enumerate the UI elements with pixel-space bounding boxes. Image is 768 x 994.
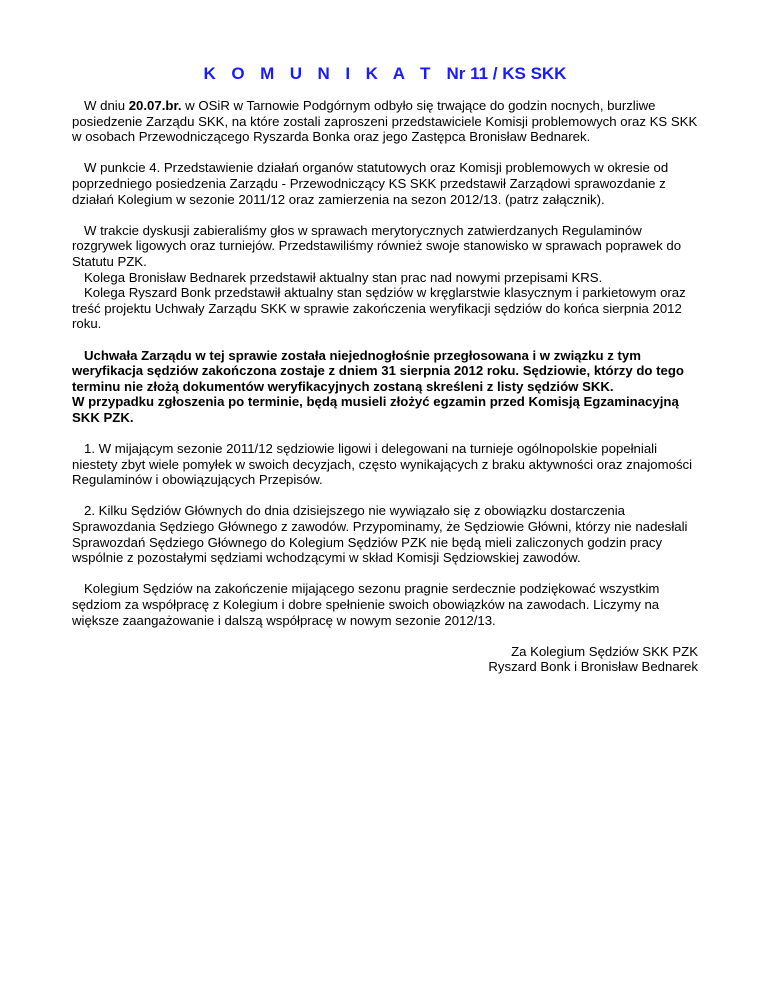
document-page bbox=[72, 64, 698, 675]
list-item-1: 1. W mijającym sezonie 2011/12 sędziowie ligowi i delegowani na turnieje ogólnopolskie popełniali niestety zbyt wiele pomyłek w swoich decyzjach, często wynikających z braku aktywności oraz znajomości Regulaminów i obowiązujących Przepisów. bbox=[72, 441, 693, 488]
document-title bbox=[72, 64, 698, 84]
paragraph-bonk: Kolega Ryszard Bonk przedstawił aktualny stan sędziów w kręglarstwie klasycznym i parkietowym oraz treść projektu Uchwały Zarządu SKK w sprawie zakończenia weryfikacji sędziów do końca sierpnia 2012 roku. bbox=[72, 285, 686, 332]
meeting-date: 20.07.br. bbox=[128, 98, 182, 113]
paragraph-meeting-pre: W dniu bbox=[84, 98, 129, 113]
paragraph-late-submission: W przypadku zgłoszenia po terminie, będą musieli złożyć egzamin przed Komisją Egzaminacyjną SKK PZK. bbox=[72, 394, 679, 425]
signature-line-2: Ryszard Bonk i Bronisław Bednarek bbox=[488, 659, 698, 675]
paragraph-resolution: Uchwała Zarządu w tej sprawie została niejednogłośnie przegłosowana i w związku z tym weryfikacja sędziów zakończona zostaje z dniem 31 sierpnia 2012 roku. Sędziowie, którzy do tego terminu nie złożą dokumentów weryfikacyjnych zostaną skreśleni z listy sędziów SKK. bbox=[72, 347, 684, 394]
title-number: Nr 11 / KS SKK bbox=[446, 64, 567, 83]
paragraph-meeting-post: w OSiR w Tarnowie Podgórnym odbyło się trwające do godzin nocnych, burzliwe posiedzenie Zarządu SKK, na które zostali zaproszeni przedstawiciele Komisji problemowych oraz KS SKK w osobach Przewodniczącego Ryszarda Bonka oraz jego Zastępca Bronisław Bednarek. bbox=[72, 98, 698, 145]
paragraph-meeting bbox=[72, 98, 698, 145]
title-word: K O M U N I K A T bbox=[203, 64, 436, 83]
paragraph-bednarek: Kolega Bronisław Bednarek przedstawił aktualny stan prac nad nowymi przepisami KRS. bbox=[84, 269, 603, 285]
signature-block bbox=[72, 644, 698, 675]
paragraph-discussion: W trakcie dyskusji zabieraliśmy głos w sprawach merytorycznych zatwierdzanych Regulaminów rozgrywek ligowych oraz turniejów. Przedstawiliśmy również swoje stanowisko w sprawach poprawek do Statutu PZK. bbox=[72, 222, 682, 269]
paragraph-point-4: W punkcie 4. Przedstawienie działań organów statutowych oraz Komisji problemowych w okresie od poprzedniego posiedzenia Zarządu - Przewodniczący KS SKK przedstawił Zarządowi sprawozdanie z działań Kolegium w sezonie 2011/12 oraz zamierzenia na sezon 2012/13. (patrz załącznik). bbox=[72, 160, 669, 207]
signature-line-1: Za Kolegium Sędziów SKK PZK bbox=[511, 643, 698, 659]
paragraph-closing: Kolegium Sędziów na zakończenie mijającego sezonu pragnie serdecznie podziękować wszystkim sędziom za współpracę z Kolegium i dobre spełnienie swoich obowiązków na zawodach. Liczymy na większe zaangażowanie i dalszą współpracę w nowym sezonie 2012/13. bbox=[72, 581, 660, 628]
list-item-2: 2. Kilku Sędziów Głównych do dnia dzisiejszego nie wywiązało się z obowiązku dostarczenia Sprawozdania Sędziego Głównego z zawodów. Przypominamy, że Sędziowie Główni, którzy nie nadesłali Sprawozdań Sędziego Głównego do Kolegium Sędziów PZK nie będą mieli zaliczonych godzin pracy wspólnie z pozostałymi sędziami wchodzącymi w skład Komisji Sędziowskiej zawodów. bbox=[72, 503, 688, 566]
